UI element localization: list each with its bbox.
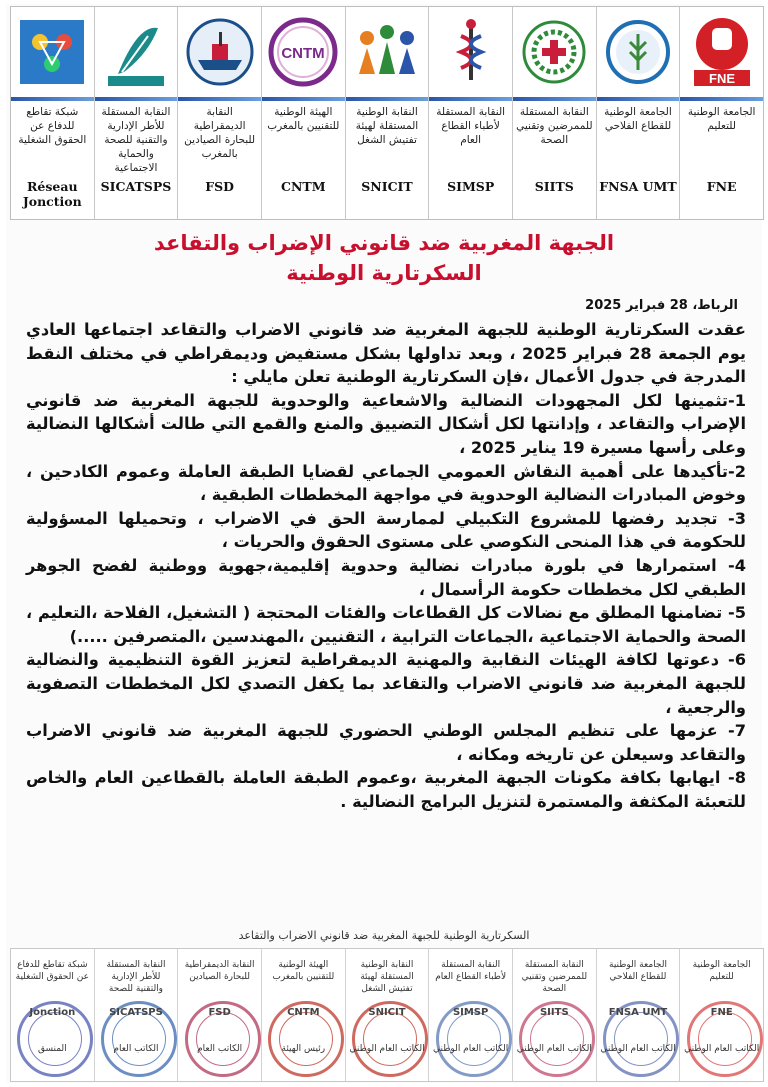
org-name: النقابة المستقلة للممرضين وتقنيي الصحة	[516, 106, 593, 146]
sicatsps-quill-logo	[97, 13, 175, 91]
stamp-signer: الكاتب العام الوطني	[600, 1044, 676, 1054]
org-name: النقابة الديمقراطية للبحارة الصيادين بالمغرب	[184, 106, 256, 160]
snicit-people-logo	[348, 13, 426, 91]
stamps-row	[10, 948, 764, 1082]
org-abbr: SIITS	[534, 179, 574, 194]
stamp-abbr: SICATSPS	[109, 1007, 163, 1018]
simsp-caduceus-logo	[432, 13, 510, 91]
stamp-cell	[261, 949, 345, 1081]
stamp-abbr: CNTM	[287, 1007, 320, 1018]
stamp-abbr: SIMSP	[452, 1007, 489, 1018]
point-4: 4- استمرارها في بلورة مبادرات نضالية وحدوية إقليمية،جهوية ووطنية لفضح الجوهر الطبقي لكل مخططات حكومة الرأسمال ،	[26, 555, 746, 599]
stamp-org: النقابة المستقلة لأطباء القطاع العام	[435, 960, 507, 982]
svg-text:FNE: FNE	[708, 71, 735, 86]
stamp-abbr: FNSA UMT	[608, 1007, 668, 1018]
stamp-abbr: SNICIT	[368, 1007, 406, 1018]
org-abbr: FNSA UMT	[599, 179, 677, 194]
org-column-siits	[512, 7, 596, 219]
org-column-sicatsps	[94, 7, 178, 219]
stamp-org: شبكة تقاطع للدفاع عن الحقوق الشغلية	[15, 960, 89, 982]
org-abbr: SIMSP	[447, 179, 495, 194]
org-name: النقابة المستقلة للأطر الإدارية والتقنية للصحة والحماية الاجتماعية	[101, 106, 171, 174]
stamp-abbr: FSD	[208, 1007, 231, 1018]
org-name: النقابة الوطنية المستقلة لهيئة تفتيش الشغل	[355, 106, 419, 146]
org-abbr: SNICIT	[361, 179, 413, 194]
org-column-fnsa	[596, 7, 680, 219]
document-subtitle: السكرتارية الوطنية	[286, 261, 482, 285]
svg-text:CNTM: CNTM	[281, 45, 325, 62]
stamp-signer: الكاتب العام الوطني	[433, 1044, 509, 1054]
org-abbr: SICATSPS	[100, 179, 172, 194]
stamp-signer: الكاتب العام الوطني	[349, 1044, 425, 1054]
stamp-cell	[11, 949, 94, 1081]
org-column-fsd	[177, 7, 261, 219]
jonction-network-logo	[13, 13, 91, 91]
stamp-cell	[177, 949, 261, 1081]
org-column-simsp	[428, 7, 512, 219]
siits-laurel-logo	[515, 13, 593, 91]
document-date: الرباط، 28 فبراير 2025	[585, 298, 738, 313]
stamp-org: النقابة المستقلة للممرضين وتقنيي الصحة	[521, 960, 588, 994]
org-name: النقابة المستقلة لأطباء القطاع العام	[436, 106, 506, 146]
stamp-abbr: FNE	[710, 1007, 733, 1018]
intro-paragraph: عقدت السكرتارية الوطنية للجبهة المغربية ضد قانوني الاضراب والتقاعد اجتماعها العادي يوم الجمعة 28 فبراير 2025 ، وبعد تداولها بشكل مستفيض وديمقراطي في مختلف النقط المدرجة في جدول الأعمال ،فإن السكرتارية الوطنية تعلن مايلي :	[26, 320, 746, 387]
stamp-org: الهيئة الوطنية للتقنيين بالمغرب	[272, 960, 335, 982]
stamp-org: الجامعة الوطنية للتعليم	[692, 960, 751, 982]
stamp-cell	[512, 949, 596, 1081]
org-column-cntm	[261, 7, 345, 219]
point-1: 1-تثمينها لكل المجهودات النضالية والاشعاعية والوحدوية للجبهة المغربية ضد قانوني الإضراب والتقاعد ، وإدانتها لكل أشكال التضييق والمنع والقمع التي طالت أشكالها النضالية وعلى رأسها مسيرة 19 يناير 2025 ،	[26, 390, 746, 457]
stamp-org: الجامعة الوطنية للقطاع الفلاحي	[609, 960, 667, 982]
stamp-org: النقابة المستقلة للأطر الإدارية والتقنية للصحة	[106, 960, 166, 994]
stamp-signer: رئيس الهيئة	[281, 1044, 326, 1054]
org-name: الهيئة الوطنية للتقنيين بالمغرب	[267, 106, 340, 132]
statement-body	[26, 318, 746, 813]
point-6: 6- دعوتها لكافة الهيئات النقابية والمهنية الديمقراطية لتعزيز القوة التنظيمية والنضالية للجبهة المغربية ضد قانوني الاضراب والتقاعد بما يكفل التصدي لكل المخططات التصفوية والرجعية ،	[26, 650, 746, 717]
stamp-cell	[94, 949, 178, 1081]
point-7: 7- عزمها على تنظيم المجلس الوطني الحضوري للجبهة المغربية ضد قانوني الاضراب والتقاعد وسيعلن عن تاريخه ومكانه ،	[26, 721, 746, 764]
org-abbr: CNTM	[281, 179, 326, 194]
stamp-signer: الكاتب العام	[113, 1044, 159, 1054]
stamp-signer: الكاتب العام الوطني	[516, 1044, 592, 1054]
point-5: 5- تضامنها المطلق مع نضالات كل القطاعات والفئات المحتجة ( التشغيل، الفلاحة ،التعليم ، الصحة والحماية الاجتماعية ،الجماعات الترابية ، التقنيين ،المهندسين ،المتصرفين .....)	[26, 603, 746, 646]
stamp-abbr: SIITS	[539, 1007, 569, 1018]
org-column-snicit	[345, 7, 429, 219]
fsd-ship-logo	[181, 13, 259, 91]
org-abbr: FSD	[205, 179, 234, 194]
org-name: الجامعة الوطنية للقطاع الفلاحي	[604, 106, 672, 132]
stamp-abbr: Jonction	[29, 1007, 76, 1018]
point-8: 8- ايهابها بكافة مكونات الجبهة المغربية ،وعموم الطبقة العاملة بالقطاعين العام والخاص للتعبئة المكثفة والمستمرة لتنزيل البرامج النضالية .	[26, 768, 746, 811]
fnsa-wheat-logo	[599, 13, 677, 91]
stamp-cell	[428, 949, 512, 1081]
stamp-cell	[596, 949, 680, 1081]
point-3: 3- تجديد رفضها للمشروع التكبيلي لممارسة الحق في الاضراب ، وتحميلها المسؤولية للحكومة في هذا المنحى النكوصي على مستوى الحقوق والحريات ،	[26, 508, 746, 552]
stamp-cell	[345, 949, 429, 1081]
org-name: شبكة تقاطع للدفاع عن الحقوق الشغلية	[18, 106, 87, 146]
signature-line: السكرتارية الوطنية للجبهة المغربية ضد قانوني الاضراب والتقاعد	[238, 929, 530, 942]
stamp-signer: المنسق	[37, 1044, 67, 1054]
stamp-cell	[679, 949, 763, 1081]
stamp-signer: الكاتب العام الوطني	[684, 1044, 760, 1054]
stamp-org: النقابة الديمقراطية للبحارة الصيادين	[184, 960, 255, 982]
document-title: الجبهة المغربية ضد قانوني الإضراب والتقاعد	[153, 231, 615, 255]
organizations-header	[10, 6, 764, 220]
org-abbr: FNE	[706, 179, 737, 194]
org-column-fne	[679, 7, 763, 219]
stamp-org: النقابة الوطنية المستقلة لهيئة تفتيش الشغل	[360, 960, 414, 994]
stamp-signer: الكاتب العام	[197, 1044, 243, 1054]
point-2: 2-تأكيدها على أهمية النقاش العمومي الجماعي لقضايا الطبقة العاملة وعموم الكادحين ، وخوض المبادرات النضالية الوحدوية في مواجهة المخططات الطبقية ،	[26, 461, 746, 505]
org-abbr: Réseau Jonction	[22, 179, 82, 209]
org-column-jonction	[11, 7, 94, 219]
fne-fist-logo	[683, 13, 761, 91]
cntm-circle-logo	[264, 13, 342, 91]
org-name: الجامعة الوطنية للتعليم	[687, 106, 756, 132]
